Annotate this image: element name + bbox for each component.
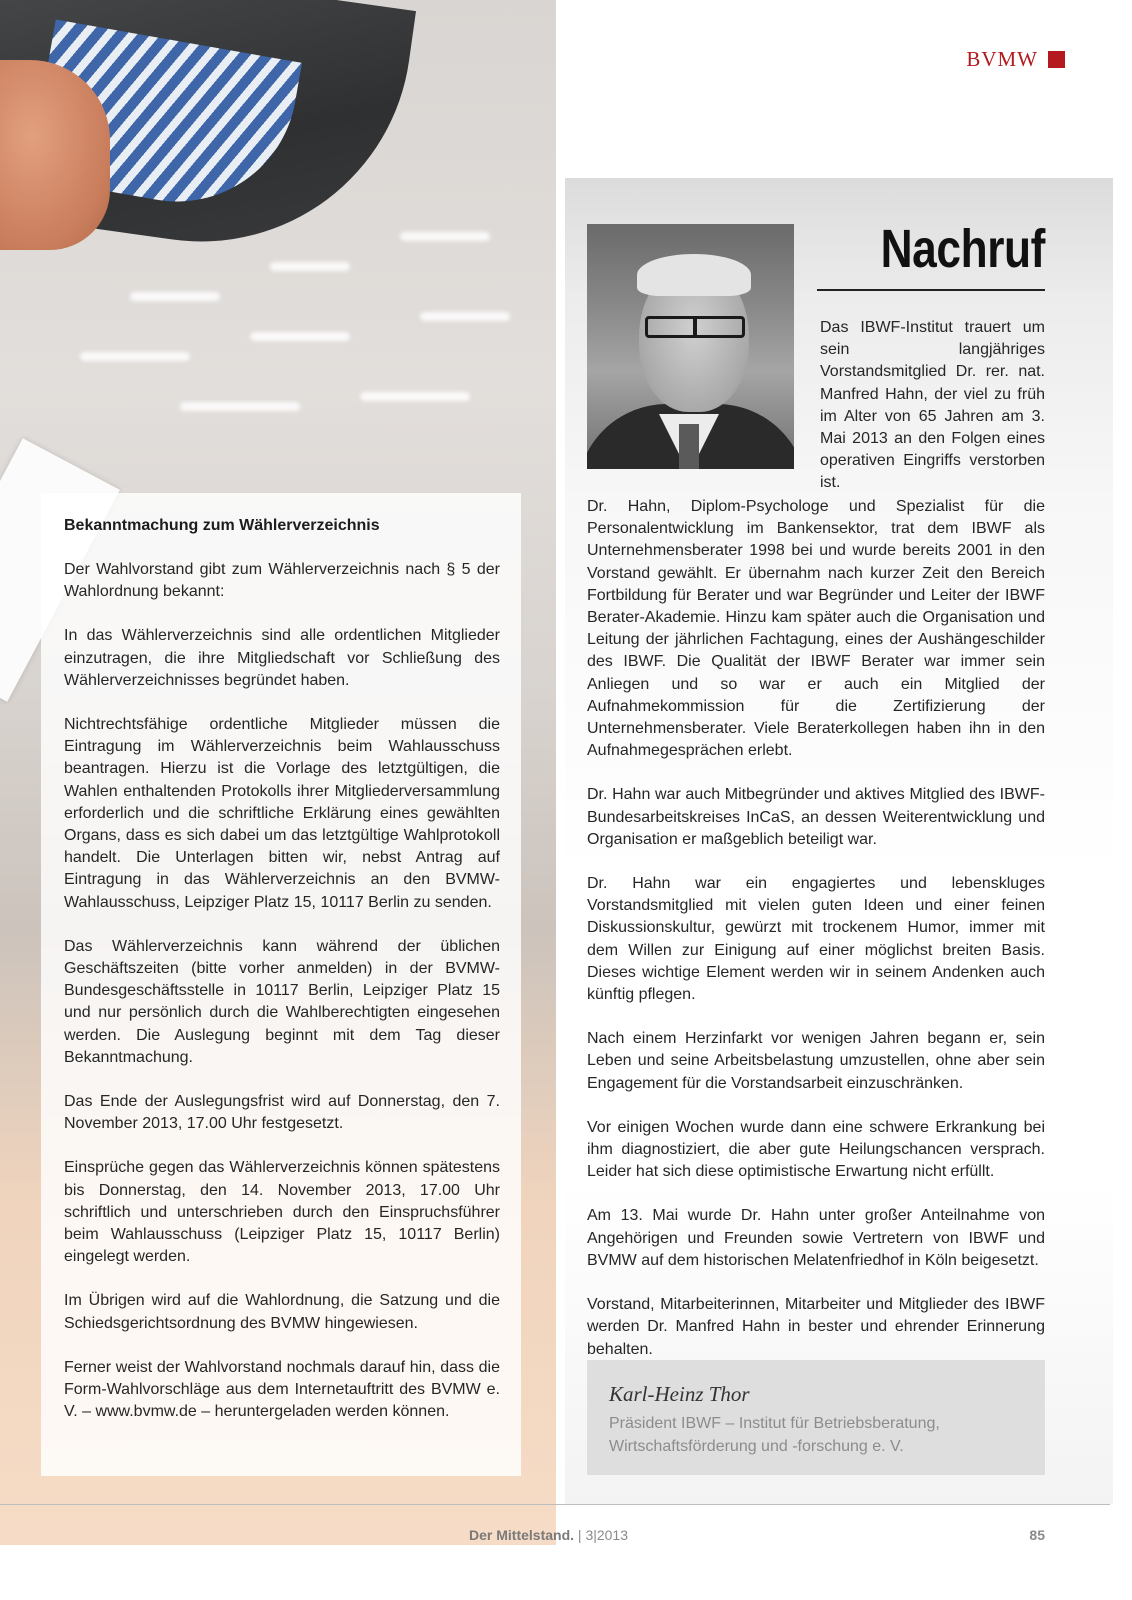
obituary-body <box>587 496 1045 1383</box>
obituary-paragraph: Nach einem Herzinfarkt vor wenigen Jahren begann er, sein Leben und seine Arbeitsbelastung umzustellen, ohne aber sein Engagement für die Vorstandsarbeit einzuschränken. <box>587 1030 1045 1092</box>
announcement-paragraph: Einsprüche gegen das Wählerverzeichnis können spätestens bis Donnerstag, den 14. November 2013, 17.00 Uhr schriftlich und unterschrieben durch den Einspruchsführer beim Wahlausschuss (Leipziger Platz 15, 10117 Berlin) eingelegt werden. <box>64 1159 500 1266</box>
portrait-glasses <box>645 316 745 338</box>
issue-number: 3|2013 <box>585 1527 629 1543</box>
footer-separator: | <box>577 1527 582 1543</box>
announcement-paragraph: In das Wählerverzeichnis sind alle ordentlichen Mitglieder einzutragen, die ihre Mitgliedschaft vor Schließung des Wählerverzeichnisses begründet haben. <box>64 627 500 689</box>
portrait-tie <box>679 424 699 469</box>
brand-mark <box>966 47 1065 72</box>
obituary-paragraph: Dr. Hahn, Diplom-Psychologe und Spezialist für die Personalentwicklung im Bankensektor, trat dem IBWF als Unternehmensberater 1998 bei und wurde bereits 2001 in den Vorstand gewählt. Er übernahm nach kurzer Zeit den Bereich Fortbildung für Berater und war Begründer und Leiter der IBWF Berater-Akademie. Hinzu kam später auch die Organisation und Leitung der jährlichen Fachtagung, eines der Aushängeschilder des IBWF. Die Qualität der IBWF Berater war immer sein Anliegen und so war er auch ein Mitglied der Aufnahmekommission für die Zertifizierung der Unternehmensberater. Viele Beraterkollegen haben ihn in den Aufnahmegesprächen erlebt. <box>587 498 1045 760</box>
footer-rule <box>0 1504 1110 1505</box>
brand-square-icon <box>1048 51 1065 68</box>
ceiling-light <box>80 352 190 361</box>
title-rule <box>817 289 1045 291</box>
announcement-paragraph: Ferner weist der Wahlvorstand nochmals darauf hin, dass die Form-Wahlvorschläge aus dem Internetauftritt des BVMW e. V. – www.bvmw.de – heruntergeladen werden können. <box>64 1358 500 1421</box>
brand-name: BVMW <box>966 47 1038 71</box>
magazine-name: Der Mittelstand. <box>469 1527 575 1543</box>
signature-role-line: Präsident IBWF – Institut für Betriebsberatung, <box>609 1415 940 1432</box>
ceiling-light <box>400 232 490 241</box>
announcement-paragraph: Das Ende der Auslegungsfrist wird auf Donnerstag, den 7. November 2013, 17.00 Uhr festgesetzt. <box>64 1093 500 1133</box>
announcement-box <box>41 493 521 1476</box>
signature-role-line: Wirtschaftsförderung und -forschung e. V. <box>609 1438 904 1455</box>
signature-role <box>609 1412 1029 1458</box>
signature-name: Karl-Heinz Thor <box>609 1382 750 1406</box>
ceiling-light <box>360 392 470 401</box>
obituary-title: Nachruf <box>880 219 1045 279</box>
obituary-paragraph: Vorstand, Mitarbeiterinnen, Mitarbeiter und Mitglieder des IBWF werden Dr. Manfred Hahn in bester und ehrender Erinnerung behalten. <box>587 1296 1045 1358</box>
page-number: 85 <box>1029 1527 1045 1543</box>
ceiling-light <box>180 402 300 411</box>
obituary-paragraph: Dr. Hahn war auch Mitbegründer und aktives Mitglied des IBWF-Bundesarbeitskreises InCaS, an dessen Weiterentwicklung und Organisation er maßgeblich beteiligt war. <box>587 786 1045 848</box>
obituary-paragraph: Dr. Hahn war ein engagiertes und lebenskluges Vorstandsmitglied mit vielen guten Ideen und einer feinen Diskussionskultur, gewürzt mit trockenem Humor, immer mit dem Willen zur Einigung auf einer möglichst breiten Basis. Dieses wichtige Element werden wir in seinem Andenken auch künftig pflegen. <box>587 875 1045 1004</box>
obituary-paragraph: Vor einigen Wochen wurde dann eine schwere Erkrankung bei ihm diagnostiziert, die aber gute Heilungschancen versprach. Leider hat sich diese optimistische Erwartung nicht erfüllt. <box>587 1118 1045 1181</box>
portrait-photo <box>587 224 794 469</box>
ceiling-light <box>130 292 220 301</box>
ceiling-light <box>420 312 510 321</box>
announcement-paragraph: Der Wahlvorstand gibt zum Wählerverzeichnis nach § 5 der Wahlordnung bekannt: <box>64 561 500 601</box>
footer-magazine <box>469 1527 628 1543</box>
obituary-paragraph: Am 13. Mai wurde Dr. Hahn unter großer Anteilnahme von Angehörigen und Freunden sowie Vertretern von IBWF und BVMW auf dem historischen Melatenfriedhof in Köln beigesetzt. <box>587 1207 1045 1269</box>
signature-box <box>587 1360 1045 1475</box>
announcement-title: Bekanntmachung zum Wählerverzeichnis <box>64 517 380 534</box>
portrait-hair <box>637 254 751 296</box>
announcement-paragraph: Das Wählerverzeichnis kann während der üblichen Geschäftszeiten (bitte vorher anmelden) in der BVMW-Bundesgeschäftsstelle in 10117 Berlin, Leipziger Platz 15 und nur persönlich durch die Wahlberechtigten eingesehen werden. Die Auslegung beginnt mit dem Tag dieser Bekanntmachung. <box>64 937 500 1066</box>
ceiling-light <box>270 262 350 271</box>
announcement-paragraph: Im Übrigen wird auf die Wahlordnung, die Satzung und die Schiedsgerichtsordnung des BVMW hingewiesen. <box>64 1292 500 1332</box>
announcement-paragraph: Nichtrechtsfähige ordentliche Mitglieder müssen die Eintragung im Wählerverzeichnis beim Wahlausschuss beantragen. Hierzu ist die Vorlage des letztgültigen, die Wahlen enthaltenden Protokolls ihrer Mitgliederversammlung erforderlich und die schriftliche Erklärung eines gewählten Organs, dass es sich dabei um das letztgültige Wahlprotokoll handelt. Die Unterlagen bitten wir, nebst Antrag auf Eintragung in das Wählerverzeichnis an den BVMW-Wahlausschuss, Leipziger Platz 15, 10117 Berlin zu senden. <box>64 716 500 911</box>
obituary-intro: Das IBWF-Institut trauert um sein langjähriges Vorstandsmitglied Dr. rer. nat. Manfred Hahn, der viel zu früh im Alter von 65 Jahren am 3. Mai 2013 an den Folgen eines operativen Eingriffs verstorben ist. <box>820 319 1045 492</box>
ceiling-light <box>250 332 350 341</box>
